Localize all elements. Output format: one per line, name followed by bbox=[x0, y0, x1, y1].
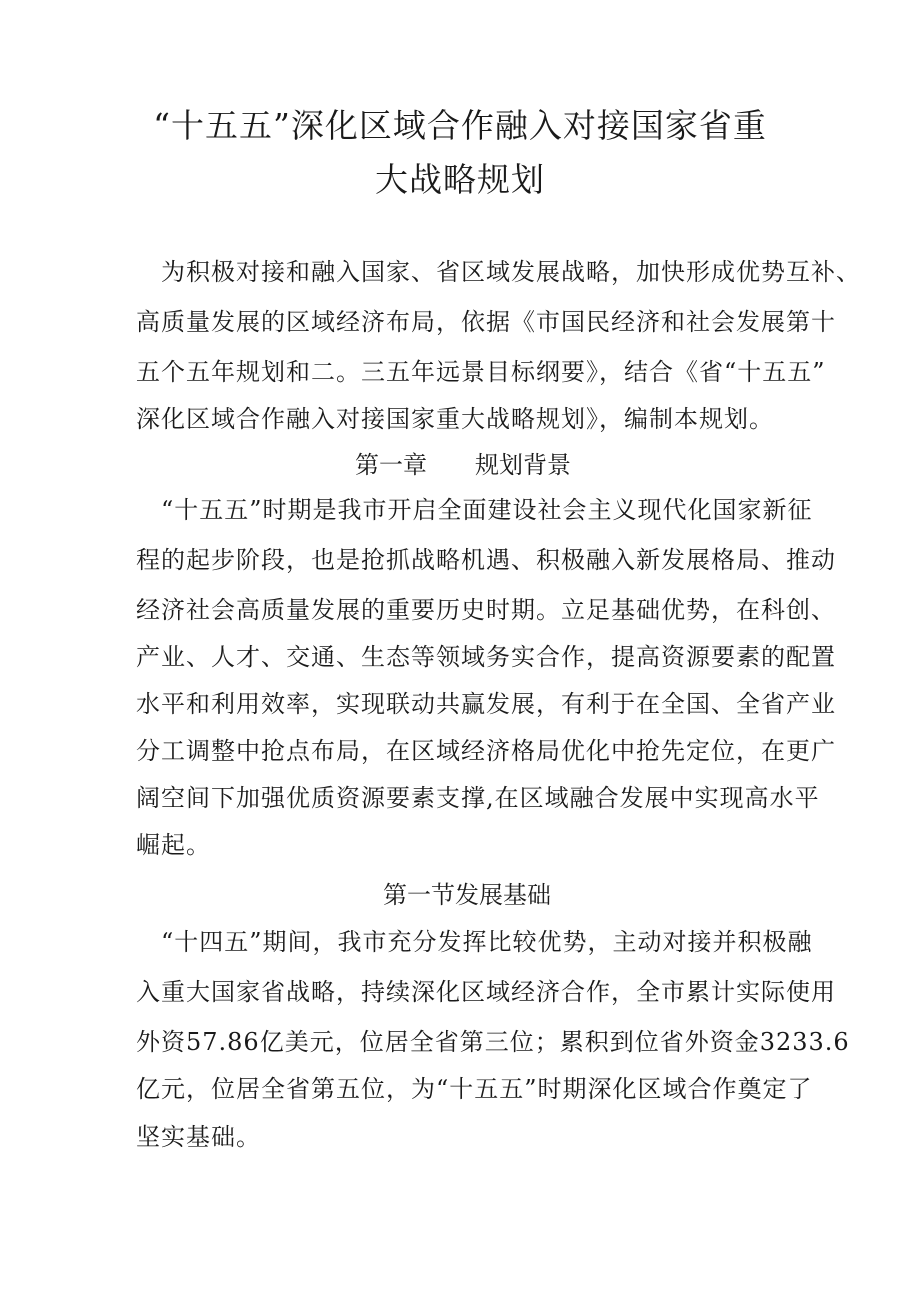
background-paragraph-line: “十五五”时期是我市开启全面建设社会主义现代化国家新征 bbox=[161, 496, 813, 524]
intro-paragraph-line: 五个五年规划和二。三五年远景目标纲要》，结合《省“十五五” bbox=[136, 358, 826, 386]
background-paragraph-line: 程的起步阶段，也是抢抓战略机遇、积极融入新发展格局、推动 bbox=[136, 546, 836, 574]
document-title-line-2: 大战略规划 bbox=[375, 160, 545, 199]
background-paragraph-line: 崛起。 bbox=[136, 831, 211, 859]
foundation-paragraph-line: 坚实基础。 bbox=[136, 1123, 261, 1151]
intro-paragraph-line: 高质量发展的区域经济布局，依据《市国民经济和社会发展第十 bbox=[136, 308, 836, 336]
foundation-paragraph-line: 入重大国家省战略，持续深化区域经济合作，全市累计实际使用 bbox=[136, 978, 836, 1006]
chapter-number: 第一章 bbox=[355, 451, 427, 479]
foundation-paragraph-line: 外资57.86亿美元，位居全省第三位；累积到位省外资金3233.6 bbox=[136, 1028, 850, 1056]
background-paragraph-line: 经济社会高质量发展的重要历史时期。立足基础优势，在科创、 bbox=[136, 596, 836, 624]
document-title-line-1: “十五五”深化区域合作融入对接国家省重 bbox=[153, 106, 767, 145]
background-paragraph-line: 阔空间下加强优质资源要素支撑,在区域融合发展中实现高水平 bbox=[136, 784, 820, 812]
background-paragraph-line: 产业、人才、交通、生态等领域务实合作，提高资源要素的配置 bbox=[136, 643, 836, 671]
foundation-paragraph-line: 亿元，位居全省第五位，为“十五五”时期深化区域合作奠定了 bbox=[136, 1075, 813, 1103]
chapter-title: 规划背景 bbox=[475, 451, 571, 479]
intro-paragraph-line: 为积极对接和融入国家、省区域发展战略，加快形成优势互补、 bbox=[161, 258, 861, 286]
background-paragraph-line: 水平和利用效率，实现联动共赢发展，有利于在全国、全省产业 bbox=[136, 690, 836, 718]
background-paragraph-line: 分工调整中抢点布局，在区域经济格局优化中抢先定位，在更广 bbox=[136, 737, 836, 765]
intro-paragraph-line: 深化区域合作融入对接国家重大战略规划》，编制本规划。 bbox=[136, 405, 774, 433]
foundation-paragraph-line: “十四五”期间，我市充分发挥比较优势，主动对接并积极融 bbox=[161, 928, 813, 956]
section-title: 第一节发展基础 bbox=[383, 881, 551, 909]
